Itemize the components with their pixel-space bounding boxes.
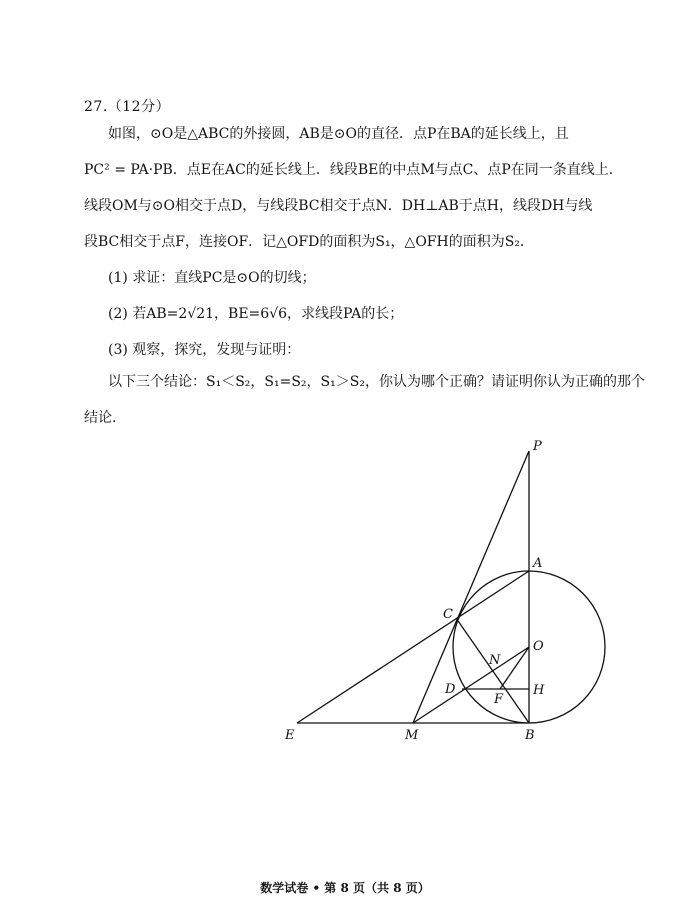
question-line-1: 如图，⊙O是△ABC的外接圆，AB是⊙O的直径．点P在BA的延长线上，且 (108, 126, 569, 142)
label-m: M (405, 728, 419, 743)
question-line-3: 线段OM与⊙O相交于点D，与线段BC相交于点N．DH⊥AB于点H，线段DH与线 (84, 198, 593, 214)
conclusions-line: 以下三个结论：S₁＜S₂，S₁=S₂，S₁＞S₂，你认为哪个正确？请证明你认为正确的那个 (108, 374, 645, 390)
label-e: E (285, 728, 295, 743)
label-o: O (533, 639, 544, 654)
label-f: F (494, 692, 504, 707)
label-d: D (445, 682, 456, 697)
sub-question-2: (2) 若AB=2√21，BE=6√6，求线段PA的长； (108, 306, 404, 322)
line-mo (413, 647, 529, 723)
label-n: N (489, 653, 501, 668)
sub-question-1: (1) 求证：直线PC是⊙O的切线； (108, 270, 316, 286)
label-h: H (533, 683, 545, 698)
sub-question-3: (3) 观察，探究，发现与证明： (108, 342, 301, 358)
question-line-4: 段BC相交于点F，连接OF．记△OFD的面积为S₁，△OFH的面积为S₂． (84, 234, 534, 250)
label-b: B (525, 728, 535, 743)
label-c: C (443, 607, 453, 622)
line-of (500, 647, 529, 689)
label-a: A (533, 556, 543, 571)
page-footer: 数学试卷 • 第 8 页（共 8 页） (260, 881, 430, 895)
label-p: P (533, 439, 542, 454)
line-pm (413, 451, 529, 723)
conclusions-line-end: 结论. (84, 410, 117, 426)
question-line-2: PC² = PA·PB．点E在AC的延长线上．线段BE的中点M与点C、点P在同一条直线上． (84, 162, 623, 178)
question-number: 27.（12分） (84, 99, 171, 115)
